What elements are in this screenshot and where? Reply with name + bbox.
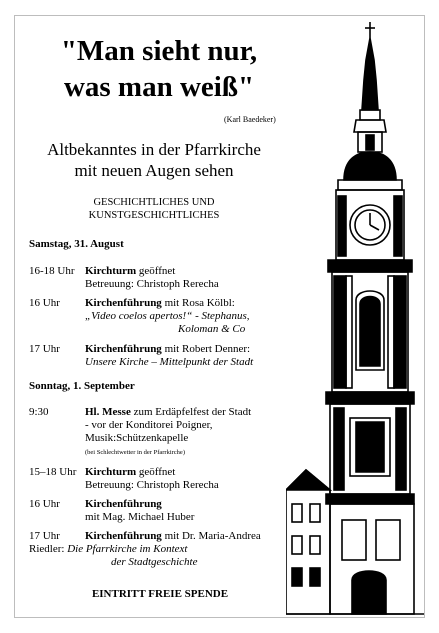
saturday-heading: Samstag, 31. August	[29, 238, 124, 250]
mass-text: zum Erdäpfelfest der Stadt	[130, 406, 252, 418]
mass-line-2: - vor der Konditorei Poigner,	[85, 419, 213, 431]
event-detail: Betreuung: Christoph Rerecha	[85, 278, 219, 290]
footer-entry-note: EINTRITT FREIE SPENDE	[91, 588, 229, 600]
event-time: 16-18 Uhr	[29, 265, 75, 277]
event-detail: Unsere Kirche – Mittelpunkt der Stadt	[85, 356, 254, 368]
quote-line-2: was man weiß"	[63, 71, 255, 103]
event-detail: „Video coelos apertos!“ - Stephanus,	[85, 310, 250, 322]
event-title: Kirchenführung	[85, 530, 162, 542]
event-time: 17 Uhr	[29, 530, 60, 542]
mass-title: Hl. Messe	[85, 406, 131, 418]
event-title: Kirchenführung	[85, 343, 162, 355]
event-title: Kirchturm	[85, 265, 137, 277]
event-detail: mit Mag. Michael Huber	[85, 511, 195, 523]
event-detail-2: der Stadtgeschichte	[111, 556, 198, 568]
event-title-line	[85, 530, 261, 543]
event-detail-line	[29, 543, 187, 556]
event-detail-2: Koloman & Co	[178, 323, 246, 335]
church-tower-illustration	[286, 20, 424, 616]
event-title-line	[85, 466, 175, 479]
event-time: 16 Uhr	[29, 297, 60, 309]
event-detail: Die Pfarrkirche im Kontext	[67, 543, 188, 555]
event-title: Kirchturm	[85, 466, 137, 478]
subtitle-line-2: mit neuen Augen sehen	[74, 161, 234, 180]
event-text: mit Dr. Maria-Andrea	[161, 530, 261, 542]
event-text: geöffnet	[136, 265, 176, 277]
event-title: Kirchenführung	[85, 498, 162, 510]
category-line-1: GESCHICHTLICHES UND	[93, 197, 215, 208]
event-title-line	[85, 343, 250, 356]
subtitle-line-1: Altbekanntes in der Pfarrkirche	[47, 140, 261, 159]
event-text: mit Rosa Kölbl:	[161, 297, 235, 309]
event-title-line	[85, 498, 162, 511]
event-text: geöffnet	[136, 466, 176, 478]
event-detail: Betreuung: Christoph Rerecha	[85, 479, 219, 491]
event-text: mit Robert Denner:	[161, 343, 251, 355]
mass-note: (bei Schlechtwetter in der Pfarrkirche)	[85, 449, 185, 456]
mass-title-line	[85, 406, 251, 419]
event-title: Kirchenführung	[85, 297, 162, 309]
sunday-heading: Sonntag, 1. September	[29, 380, 135, 392]
mass-line-3: Musik:Schützenkapelle	[85, 432, 189, 444]
event-time: 16 Uhr	[29, 498, 60, 510]
event-detail-prefix: Riedler:	[29, 543, 68, 555]
mass-time: 9:30	[29, 406, 49, 418]
quote-line-1: "Man sieht nur,	[60, 35, 258, 67]
event-title-line	[85, 265, 175, 278]
event-time: 15–18 Uhr	[29, 466, 77, 478]
category-line-2: KUNSTGESCHICHTLICHES	[88, 210, 220, 221]
quote-source: (Karl Baedeker)	[224, 115, 276, 124]
event-time: 17 Uhr	[29, 343, 60, 355]
event-title-line	[85, 297, 235, 310]
